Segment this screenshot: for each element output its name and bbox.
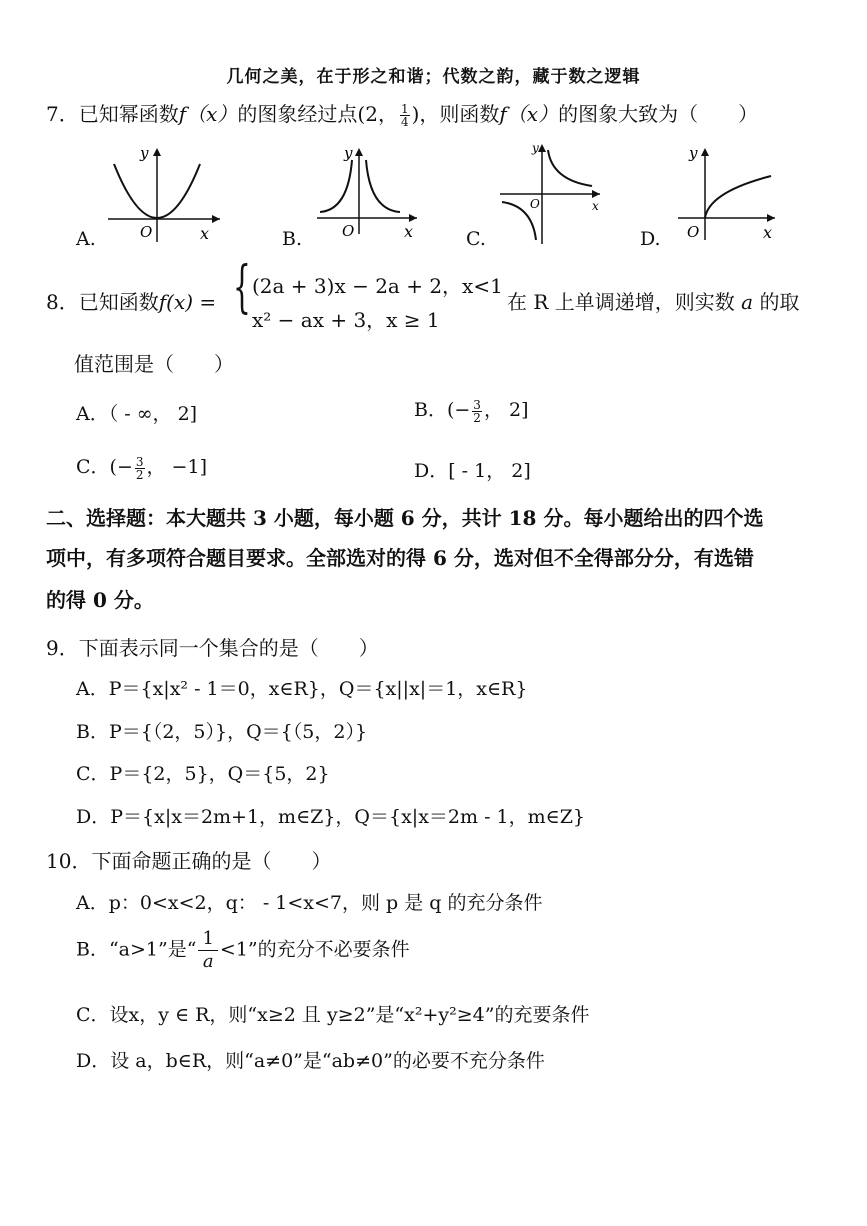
q8-var: a (741, 290, 754, 314)
graph-a-x-label: x (200, 224, 210, 243)
graph-b-origin: O (342, 222, 355, 240)
q8-func: f(x) = (158, 290, 217, 314)
graph-a-origin: O (140, 223, 153, 241)
graph-b-y-label: y (344, 144, 353, 162)
q8-text-a: 8．已知函数 (46, 290, 159, 314)
q7-func-2: f（x） (499, 102, 559, 126)
header-motto: 几何之美，在于形之和谐；代数之韵，藏于数之逻辑 (226, 67, 641, 87)
q9-option-d: D．P＝{x|x＝2m+1，m∈Z}，Q＝{x|x＝2m - 1，m∈Z} (76, 806, 585, 828)
q8-optc-den: 2 (135, 467, 144, 482)
q8-optb-den: 2 (473, 410, 481, 425)
q10-stem: 10．下面命题正确的是（ ） (46, 849, 332, 873)
q8-stem-d: 值范围是（ ） (74, 352, 234, 376)
q7-text-c: )，则函数 (411, 102, 500, 126)
q9-option-b: B．P＝{（2，5）}，Q＝{（5，2）} (76, 721, 368, 743)
section-2-line-2: 项中，有多项符合题目要求。全部选对的得 6 分，选对但不全得部分分，有选错 (46, 546, 754, 570)
q7-text-a: 7．已知幂函数 (46, 102, 179, 126)
q10-option-a: A．p：0<x<2，q： - 1<x<7，则 p 是 q 的充分条件 (76, 892, 543, 914)
q7-func-1: f（x） (178, 102, 238, 126)
q7-label-a: A. (76, 228, 96, 250)
q8-optc-frac (135, 456, 145, 481)
graph-c-x-label: x (592, 199, 599, 213)
q10-optb-den: a (202, 951, 214, 972)
q8-piece-1: (2a + 3)x − 2a + 2，x<1 (252, 274, 503, 298)
q8-text-c: 的取 (759, 290, 800, 314)
q8-text-b: 在 R 上单调递增，则实数 (507, 290, 735, 314)
q7-frac-den: 4 (400, 115, 409, 129)
graph-b-curve-left (320, 160, 352, 212)
q8-optc-num: 3 (135, 454, 144, 469)
q7-text-b: 的图象经过点(2， (237, 102, 398, 126)
q8-piecewise-brace: { (233, 255, 251, 320)
q8-optb-frac (472, 399, 482, 424)
q7-graph-d (675, 142, 785, 242)
q8-stem-a (46, 286, 216, 315)
q10-option-c: C．设x，y ∈ R，则“x≥2 且 y≥2”是“x²+y²≥4”的充要条件 (76, 1004, 590, 1026)
q7-graph-a (100, 142, 225, 247)
q8-option-c (76, 452, 207, 481)
q8-stem-b (507, 286, 799, 315)
graph-b-y-arrow (355, 148, 363, 156)
q8-piece-2: x² − ax + 3，x ≥ 1 (252, 308, 440, 332)
q7-text-d: 的图象大致为（ ） (558, 102, 759, 126)
graph-d-y-arrow (701, 148, 709, 156)
q7-graph-c (496, 140, 608, 248)
graph-c-x-arrow (592, 190, 600, 198)
graph-a-y-label: y (140, 144, 149, 162)
q10-optb-num: 1 (198, 928, 217, 951)
q8-optc-b: ， −1] (146, 456, 207, 478)
q7-fraction (400, 103, 410, 128)
q10-optb-a: B．“a>1”是“ (76, 938, 197, 961)
graph-d-x-label: x (763, 223, 773, 242)
graph-d-x-arrow (767, 214, 775, 222)
graph-c-origin: O (530, 197, 540, 211)
graph-c-y-arrow (538, 144, 546, 152)
q9-option-c: C．P＝{2，5}，Q＝{5，2} (76, 763, 330, 785)
graph-b-curve-right (366, 160, 400, 212)
q10-optb-frac (198, 928, 217, 973)
q10-option-b (76, 928, 410, 973)
q10-option-d: D．设 a，b∈R，则“a≠0”是“ab≠0”的必要不充分条件 (76, 1050, 545, 1072)
graph-a-y-arrow (153, 148, 161, 156)
q8-option-d: D．[ - 1， 2] (414, 460, 531, 482)
graph-c-curve-right (548, 150, 592, 186)
graph-b-x-label: x (404, 222, 414, 241)
graph-d-curve (705, 176, 771, 218)
q7-label-d: D. (640, 228, 661, 250)
q8-optb-b: ， 2] (483, 399, 529, 421)
q9-stem: 9．下面表示同一个集合的是（ ） (46, 636, 379, 660)
q8-optc-a: C．(− (76, 456, 133, 478)
q8-optb-num: 3 (473, 397, 481, 412)
q8-option-a: A．（ - ∞， 2] (76, 403, 198, 425)
graph-d-y-label: y (689, 144, 698, 162)
graph-a-x-arrow (212, 215, 220, 223)
graph-c-y-label: y (532, 141, 539, 155)
section-2-line-1: 二、选择题：本大题共 3 小题，每小题 6 分，共计 18 分。每小题给出的四个选 (46, 506, 764, 530)
graph-b-x-arrow (409, 214, 417, 222)
q8-option-b (414, 395, 528, 424)
q8-optb-a: B．(− (414, 399, 471, 421)
q7-graph-b (312, 142, 422, 242)
q9-option-a: A．P＝{x|x² - 1＝0，x∈R}，Q＝{x||x|＝1，x∈R} (76, 678, 528, 700)
q7-frac-num: 1 (400, 102, 409, 116)
graph-d-origin: O (687, 223, 700, 241)
q7-label-c: C. (466, 228, 486, 250)
q10-optb-b: <1”的充分不必要条件 (219, 938, 410, 961)
q7-label-b: B. (282, 228, 303, 250)
question-7-stem (46, 98, 758, 128)
section-2-line-3: 的得 0 分。 (46, 588, 154, 612)
